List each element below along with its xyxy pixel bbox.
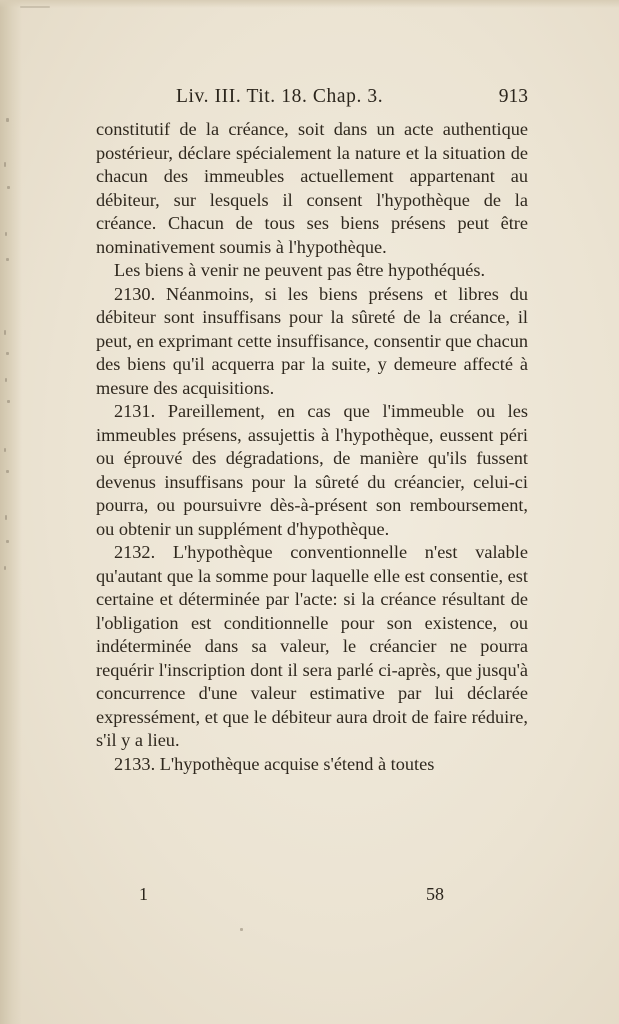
signature-number: 58 bbox=[426, 884, 444, 904]
article-2133 bbox=[96, 753, 528, 777]
page-top-edge bbox=[0, 0, 619, 8]
signature-mark: 1 bbox=[139, 884, 148, 904]
article-2133-text: 2133. L'hypothèque acquise s'étend à toutes bbox=[114, 753, 435, 774]
paragraph-future-goods: Les biens à venir ne peuvent pas être hypothéqués. bbox=[114, 260, 486, 280]
page-header bbox=[96, 86, 528, 112]
body-text bbox=[96, 118, 528, 777]
article-2132: 2132. L'hypothèque conventionnelle n'est valable qu'autant que la somme pour laquelle elle est consentie, est certaine et déterminée par l'acte: si la créance résultant de l'obligation est conditionnelle pour son existence, ou indéterminée dans sa valeur, le créancier ne pourra requérir l'inscription dont il sera parlé ci-après, que jusqu'à concurrence d'une valeur estimative par lui déclarée expressément, et que le débiteur aura droit de faire réduire, s'il y a lieu. bbox=[96, 542, 528, 750]
page-footer bbox=[96, 884, 528, 910]
paragraph-continuation: constitutif de la créance, soit dans un acte authentique postérieur, déclare spécialement la nature et la situation de chacun des immeubles actuellement appartenant au débiteur, sur lesquels il consent l'hypothèque de la créance. Chacun de tous ses biens présens peut être nominativement soumis à l'hypothèque. bbox=[96, 119, 528, 257]
running-head: Liv. III. Tit. 18. Chap. 3. bbox=[176, 86, 384, 107]
page-number: 913 bbox=[498, 86, 528, 107]
article-2130: 2130. Néanmoins, si les biens présens et libres du débiteur sont insuffisans pour la sûreté de la créance, il peut, en exprimant cette insuffisance, consentir que chacun des biens qu'il acquerra par la suite, y demeure affecté à mesure des acquisitions. bbox=[96, 283, 528, 398]
article-2131: 2131. Pareillement, en cas que l'immeuble ou les immeubles présens, assujettis à l'hypothèque, eussent péri ou éprouvé des dégradations, de manière qu'ils fussent devenus insuffisans pour la sûreté du créancier, celui-ci pourra, ou poursuivre dès-à-présent son remboursement, ou obtenir un supplément d'hypothèque. bbox=[96, 401, 528, 539]
page-gutter bbox=[0, 0, 22, 1024]
